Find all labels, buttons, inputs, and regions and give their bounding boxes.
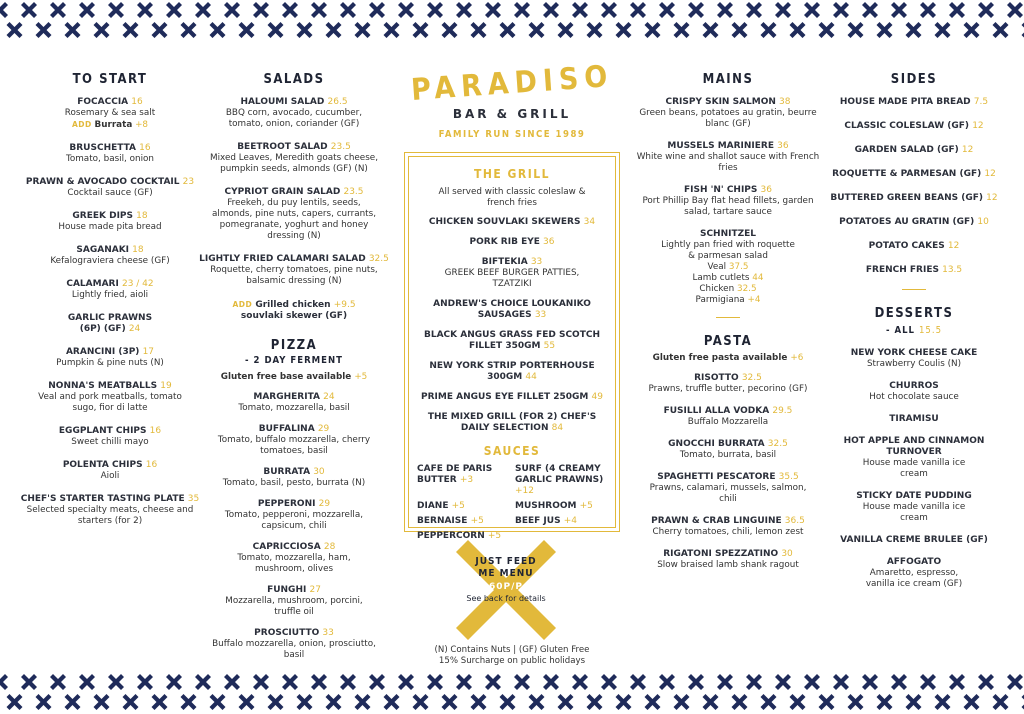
- sauce-price: +5: [579, 501, 593, 511]
- item-desc: Amaretto, espresso, vanilla ice cream (GF): [865, 568, 963, 589]
- item-price: 27: [309, 585, 321, 595]
- item-name: CHURROS: [889, 381, 939, 391]
- menu-item: [12, 97, 208, 131]
- item-name: PRIME ANGUS EYE FILLET 250GM 49: [421, 392, 603, 402]
- item-name: HOUSE MADE PITA BREAD 7.5: [839, 97, 989, 107]
- add-on-price: +9.5: [333, 300, 356, 310]
- menu-item: [816, 414, 1012, 425]
- menu-item: [196, 392, 392, 414]
- item-name: POTATO CAKES 12: [868, 241, 960, 251]
- item-price: 18: [136, 211, 148, 221]
- option-name: Chicken: [699, 284, 735, 294]
- item-name: RISOTTO 32.5: [694, 373, 762, 383]
- item-desc: Prawns, calamari, mussels, salmon, chili: [649, 483, 807, 504]
- menu-item: [12, 177, 208, 199]
- sauce-item: DIANE +5: [417, 501, 465, 511]
- menu-item: [628, 97, 828, 130]
- item-desc: Lightly pan fried with roquette & parmesan salad: [661, 240, 795, 261]
- cross-pattern-icon: [0, 672, 1024, 714]
- option-name: Parmigiana: [695, 295, 745, 305]
- sauce-item: MUSHROOM +5: [515, 501, 593, 511]
- item-name: HALOUMI SALAD 26.5: [240, 97, 348, 107]
- menu-item: [196, 467, 392, 489]
- option-name: Veal: [707, 262, 727, 272]
- jfm-line-2: ME MENU: [478, 568, 534, 579]
- item-name: ARANCINI (3P) 17: [65, 347, 155, 357]
- menu-item: [196, 424, 392, 457]
- item-desc: Buffalo mozzarella, onion, prosciutto, basil: [212, 639, 376, 660]
- item-desc: Prawns, truffle butter, pecorino (GF): [648, 384, 808, 394]
- menu-item: [816, 97, 1012, 108]
- item-desc: White wine and shallot sauce with French fries: [636, 152, 820, 173]
- pizza-heading: PIZZA: [270, 338, 318, 353]
- item-name: ANDREW'S CHOICE LOUKANIKO SAUSAGES 33: [433, 299, 591, 320]
- grill-list: [417, 217, 607, 434]
- item-name: BIFTEKIA 33: [481, 257, 543, 267]
- add-on-price: +8: [135, 120, 149, 130]
- item-name: PROSCIUTTO 33: [254, 628, 334, 638]
- menu-item: [816, 348, 1012, 370]
- menu-item: [816, 381, 1012, 403]
- menu-item: [12, 279, 208, 301]
- menu-item: [816, 535, 1012, 546]
- item-name: CYPRIOT GRAIN SALAD 23.5: [224, 187, 364, 197]
- item-name: TIRAMISU: [889, 414, 939, 424]
- cross-pattern-icon: [0, 0, 1024, 42]
- item-price: 30: [781, 549, 793, 559]
- schnitzel-option: [628, 262, 828, 273]
- item-price: 33: [322, 628, 334, 638]
- menu-item: [816, 121, 1012, 132]
- mains-heading: MAINS: [702, 72, 754, 87]
- menu-item: [12, 460, 208, 482]
- item-desc: Tomato, pepperoni, mozzarella, capsicum, chili: [224, 510, 364, 531]
- item-name: POTATOES AU GRATIN (GF) 10: [839, 217, 989, 227]
- menu-item: [816, 169, 1012, 180]
- menu-item: [12, 381, 208, 414]
- menu-item: [816, 436, 1012, 480]
- item-name: MARGHERITA 24: [253, 392, 335, 402]
- mains-column: [628, 70, 828, 582]
- menu-item: [12, 426, 208, 448]
- item-desc: Cherry tomatoes, chili, lemon zest: [652, 527, 804, 537]
- sauces-list: [417, 464, 607, 546]
- menu-item: [816, 491, 1012, 524]
- item-name: GARLIC PRAWNS (6P) (GF) 24: [67, 313, 153, 334]
- item-price: 33: [530, 257, 543, 267]
- sauce-item: CAFE DE PARIS BUTTER +3: [417, 464, 493, 485]
- family-run-text: FAMILY RUN SINCE 1989: [438, 129, 586, 140]
- item-price: 35: [187, 494, 200, 504]
- item-desc: Aioli: [100, 471, 120, 481]
- item-price: 12: [947, 241, 960, 251]
- menu-item: [196, 499, 392, 532]
- item-desc: Rosemary & sea salt: [64, 108, 156, 118]
- item-desc: Mozzarella, mushroom, porcini, truffle oil: [225, 596, 363, 617]
- item-name: MUSSELS MARINIERE 36: [667, 141, 789, 151]
- item-desc: Buffalo Mozzarella: [687, 417, 769, 427]
- to-start-list: [12, 97, 208, 527]
- option-price: +4: [747, 295, 761, 305]
- item-desc: Veal and pork meatballs, tomato sugo, fior di latte: [38, 392, 182, 413]
- paradiso-logo: PARADISO: [409, 58, 615, 109]
- option-price: 37.5: [728, 262, 749, 272]
- sauce-price: +5: [487, 531, 502, 541]
- menu-item: [12, 143, 208, 165]
- divider: [716, 317, 740, 318]
- item-name: CAPRICCIOSA 28: [252, 542, 336, 552]
- item-name: GREEK DIPS 18: [72, 211, 148, 221]
- desserts-list: [816, 348, 1012, 590]
- item-price: 18: [132, 245, 144, 255]
- sides-heading: SIDES: [890, 72, 938, 87]
- item-desc: Cocktail sauce (GF): [67, 188, 153, 198]
- item-name: GNOCCHI BURRATA 32.5: [668, 439, 788, 449]
- item-desc: Roquette, cherry tomatoes, pine nuts, balsamic dressing (N): [210, 265, 378, 286]
- item-name: LIGHTLY FRIED CALAMARI SALAD 32.5: [199, 254, 389, 264]
- item-desc: Tomato, burrata, basil: [679, 450, 777, 460]
- item-price: 23.5: [343, 187, 364, 197]
- item-name: FISH 'N' CHIPS 36: [684, 185, 772, 195]
- item-price: 13.5: [942, 265, 963, 275]
- item-price: 7.5: [973, 97, 989, 107]
- sauce-price: +5: [451, 501, 465, 511]
- item-price: 24: [128, 324, 141, 334]
- menu-item: [816, 193, 1012, 204]
- item-name: PRAWN & CRAB LINGUINE 36.5: [651, 516, 805, 526]
- add-on-name-2: souvlaki skewer (GF): [240, 311, 348, 321]
- jfm-line-1: JUST FEED: [475, 556, 537, 567]
- item-name: BEETROOT SALAD 23.5: [237, 142, 351, 152]
- option-price: 32.5: [736, 284, 757, 294]
- item-price: 44: [525, 372, 537, 382]
- menu-item: [628, 516, 828, 538]
- menu-item: [816, 241, 1012, 252]
- menu-item: [417, 361, 607, 383]
- salads-column: [196, 70, 392, 671]
- item-desc: Slow braised lamb shank ragout: [657, 560, 799, 570]
- item-name: GARDEN SALAD (GF) 12: [854, 145, 974, 155]
- sauce-item: PEPPERCORN +5: [417, 531, 502, 541]
- item-price: 36: [543, 237, 555, 247]
- sauce-price: +4: [563, 516, 577, 526]
- item-name: FRENCH FRIES 13.5: [865, 265, 963, 275]
- item-price: 38: [779, 97, 791, 107]
- item-price: 16: [149, 426, 162, 436]
- menu-item: [417, 330, 607, 352]
- sides-column: [816, 70, 1012, 601]
- schnitzel-option: [628, 284, 828, 295]
- item-name: PRAWN & AVOCADO COCKTAIL 23: [25, 177, 195, 187]
- menu-item: [196, 254, 392, 287]
- item-name: PORK RIB EYE 36: [469, 237, 555, 247]
- item-price: 12: [961, 145, 974, 155]
- menu-item: [12, 313, 208, 335]
- item-price: 36.5: [784, 516, 805, 526]
- schnitzel-item: [628, 229, 828, 306]
- item-price: 12: [972, 121, 984, 131]
- menu-item: [417, 257, 607, 290]
- jfm-note: See back for details: [466, 594, 546, 603]
- item-desc: Hot chocolate sauce: [869, 392, 959, 402]
- item-desc: Port Phillip Bay flat head fillets, garden salad, tartare sauce: [642, 196, 814, 217]
- item-price: 12: [984, 169, 996, 179]
- item-name: NONNA'S MEATBALLS 19: [48, 381, 172, 391]
- pizza-list: [196, 392, 392, 661]
- item-name: CHEF'S STARTER TASTING PLATE 35: [20, 494, 200, 504]
- item-name: SCHNITZEL: [699, 229, 757, 239]
- item-price: 19: [160, 381, 172, 391]
- menu-item: [628, 472, 828, 505]
- menu-item: [816, 265, 1012, 276]
- item-price: 10: [977, 217, 989, 227]
- item-name: ROQUETTE & PARMESAN (GF) 12: [832, 169, 996, 179]
- menu-item: [816, 557, 1012, 590]
- item-price: 49: [591, 392, 603, 402]
- item-price: 12: [986, 193, 998, 203]
- item-price: 23 / 42: [121, 279, 154, 289]
- pasta-list: [628, 373, 828, 571]
- item-name: SPAGHETTI PESCATORE 35.5: [657, 472, 799, 482]
- item-name: BRUSCHETTA 16: [69, 143, 151, 153]
- menu-item: [628, 141, 828, 174]
- item-name: CHICKEN SOUVLAKI SKEWERS 34: [428, 217, 596, 227]
- schnitzel-option: [628, 273, 828, 284]
- jfm-price: 60P/P: [488, 582, 523, 592]
- item-desc: Lightly fried, aioli: [71, 290, 149, 300]
- desserts-subheading: - ALL 15.5: [885, 325, 943, 336]
- item-price: 84: [551, 423, 564, 433]
- item-desc: Green beans, potatoes au gratin, beurre blanc (GF): [639, 108, 817, 129]
- item-name: CLASSIC COLESLAW (GF) 12: [844, 121, 984, 131]
- item-price: 30: [313, 467, 325, 477]
- item-name: FUSILLI ALLA VODKA 29.5: [663, 406, 793, 416]
- item-price: 23: [182, 177, 195, 187]
- item-name: RIGATONI SPEZZATINO 30: [663, 549, 793, 559]
- menu-item: [417, 392, 607, 403]
- item-price: 32.5: [767, 439, 788, 449]
- just-feed-me-badge: [452, 536, 560, 644]
- item-name: HOT APPLE AND CINNAMON TURNOVER: [843, 436, 985, 457]
- item-name: PEPPERONI 29: [257, 499, 331, 509]
- item-price: 36: [760, 185, 772, 195]
- item-price: 36: [777, 141, 789, 151]
- menu-item: [628, 406, 828, 428]
- salad-add-on: [196, 299, 392, 322]
- menu-item: [816, 217, 1012, 228]
- menu-item: [417, 217, 607, 228]
- item-desc: House made pita bread: [58, 222, 162, 232]
- menu-item: [196, 142, 392, 175]
- menu-item: [628, 549, 828, 571]
- menu-item: [628, 439, 828, 461]
- mains-list: [628, 97, 828, 218]
- desserts-heading: DESSERTS: [874, 306, 954, 321]
- item-price: 35.5: [778, 472, 799, 482]
- option-name: Lamb cutlets: [692, 273, 750, 283]
- item-desc: Tomato, basil, pesto, burrata (N): [222, 478, 366, 488]
- item-name: BLACK ANGUS GRASS FED SCOTCH FILLET 350GM 55: [424, 330, 600, 351]
- sauces-heading: SAUCES: [483, 444, 541, 458]
- menu-item: [12, 494, 208, 527]
- item-price: 16: [131, 97, 143, 107]
- item-desc: Pumpkin & pine nuts (N): [56, 358, 164, 368]
- sauce-item: BERNAISE +5: [417, 516, 484, 526]
- menu-item: [196, 187, 392, 242]
- item-desc: GREEK BEEF BURGER PATTIES, TZATZIKI: [444, 268, 580, 289]
- item-price: 29: [318, 499, 331, 509]
- divider: [902, 289, 926, 290]
- dietary-legend: [404, 645, 620, 667]
- item-price: 32.5: [741, 373, 762, 383]
- item-price: 55: [543, 341, 556, 351]
- item-price: 29.5: [772, 406, 793, 416]
- legend-line-1: (N) Contains Nuts | (GF) Gluten Free: [434, 645, 590, 655]
- bottom-pattern-band: [0, 672, 1024, 714]
- option-price: 44: [752, 273, 764, 283]
- sauce-price: +5: [470, 516, 484, 526]
- item-price: 34: [583, 217, 596, 227]
- item-desc: Tomato, mozzarella, ham, mushroom, olives: [237, 553, 351, 574]
- item-name: STICKY DATE PUDDING: [856, 491, 972, 501]
- salads-heading: SALADS: [263, 72, 325, 87]
- item-desc: House made vanilla ice cream: [862, 502, 966, 523]
- sides-list: [816, 97, 1012, 276]
- sauce-item: BEEF JUS +4: [515, 516, 577, 526]
- item-desc: Freekeh, du puy lentils, seeds, almonds, pine nuts, capers, currants, pomegranate, yoghurt and honey dressing (N): [211, 198, 376, 241]
- pasta-gf-note: Gluten free pasta available +6: [652, 353, 804, 363]
- menu-item: [12, 211, 208, 233]
- item-desc: Strawberry Coulis (N): [866, 359, 962, 369]
- item-name: BUTTERED GREEN BEANS (GF) 12: [830, 193, 998, 203]
- item-price: 16: [139, 143, 151, 153]
- item-name: THE MIXED GRILL (FOR 2) CHEF'S DAILY SELECTION 84: [427, 412, 597, 433]
- menu-item: [417, 237, 607, 248]
- item-name: FUNGHI 27: [267, 585, 321, 595]
- item-name: AFFOGATO: [886, 557, 942, 567]
- menu-item: [816, 145, 1012, 156]
- pasta-heading: PASTA: [703, 334, 753, 349]
- item-name: BURRATA 30: [263, 467, 325, 477]
- menu-item: [628, 373, 828, 395]
- to-start-column: [12, 70, 208, 539]
- to-start-heading: TO START: [72, 72, 148, 87]
- grill-column: [404, 58, 620, 541]
- legend-line-2: 15% Surcharge on public holidays: [438, 656, 586, 666]
- item-desc: Tomato, mozzarella, basil: [238, 403, 350, 413]
- schnitzel-option: [628, 295, 828, 306]
- item-name: CALAMARI 23 / 42: [66, 279, 154, 289]
- item-price: 16: [145, 460, 158, 470]
- item-price: 29: [317, 424, 330, 434]
- schnitzel-options: [628, 262, 828, 306]
- bar-grill-tagline: BAR & GRILL: [452, 107, 572, 121]
- item-price: 32.5: [368, 254, 389, 264]
- menu-item: [417, 412, 607, 434]
- add-label: ADD: [71, 120, 92, 129]
- grill-box: [404, 152, 620, 541]
- item-desc: Kefalograviera cheese (GF): [50, 256, 170, 266]
- item-name: CRISPY SKIN SALMON 38: [665, 97, 791, 107]
- item-desc: Mixed Leaves, Meredith goats cheese, pumpkin seeds, almonds (GF) (N): [210, 153, 379, 174]
- item-desc: Tomato, buffalo mozzarella, cherry tomatoes, basil: [217, 435, 371, 456]
- item-price: 17: [142, 347, 155, 357]
- top-pattern-band: [0, 0, 1024, 42]
- menu-item: [196, 97, 392, 130]
- item-desc: House made vanilla ice cream: [862, 458, 966, 479]
- sauce-price: +12: [515, 486, 534, 496]
- item-name: BUFFALINA 29: [258, 424, 330, 434]
- item-price: 28: [323, 542, 336, 552]
- add-on-line: [12, 119, 208, 131]
- sauce-price: +3: [459, 475, 474, 485]
- pizza-subheading: - 2 DAY FERMENT: [245, 355, 343, 366]
- item-price: 23.5: [330, 142, 351, 152]
- item-name: FOCACCIA 16: [77, 97, 143, 107]
- item-name: NEW YORK CHEESE CAKE: [850, 348, 978, 358]
- item-name: VANILLA CREME BRULEE (GF): [840, 535, 988, 545]
- grill-intro: All served with classic coleslaw & french fries: [438, 187, 586, 208]
- item-name: NEW YORK STRIP PORTERHOUSE 300GM 44: [429, 361, 595, 382]
- salads-list: [196, 97, 392, 287]
- item-desc: Tomato, basil, onion: [65, 154, 155, 164]
- item-price: 26.5: [327, 97, 348, 107]
- add-on-name: Burrata: [94, 120, 133, 130]
- item-desc: BBQ corn, avocado, cucumber, tomato, onion, coriander (GF): [225, 108, 363, 129]
- menu-item: [12, 347, 208, 369]
- menu-item: [12, 245, 208, 267]
- menu-item: [628, 185, 828, 218]
- item-price: 33: [534, 310, 547, 320]
- grill-heading: THE GRILL: [474, 167, 550, 181]
- sauce-item: SURF (4 CREAMY GARLIC PRAWNS) +12: [515, 464, 604, 496]
- item-name: EGGPLANT CHIPS 16: [58, 426, 162, 436]
- item-name: SAGANAKI 18: [76, 245, 144, 255]
- menu-item: [196, 542, 392, 575]
- add-label: ADD: [232, 300, 253, 309]
- item-price: 24: [323, 392, 335, 402]
- item-name: POLENTA CHIPS 16: [62, 460, 158, 470]
- menu-item: [196, 585, 392, 618]
- pizza-gf-note: Gluten free base available +5: [220, 372, 368, 382]
- item-desc: Sweet chilli mayo: [71, 437, 149, 447]
- add-on-name: Grilled chicken: [255, 300, 331, 310]
- menu-item: [417, 299, 607, 321]
- menu-item: [196, 628, 392, 661]
- item-desc: Selected specialty meats, cheese and starters (for 2): [26, 505, 194, 526]
